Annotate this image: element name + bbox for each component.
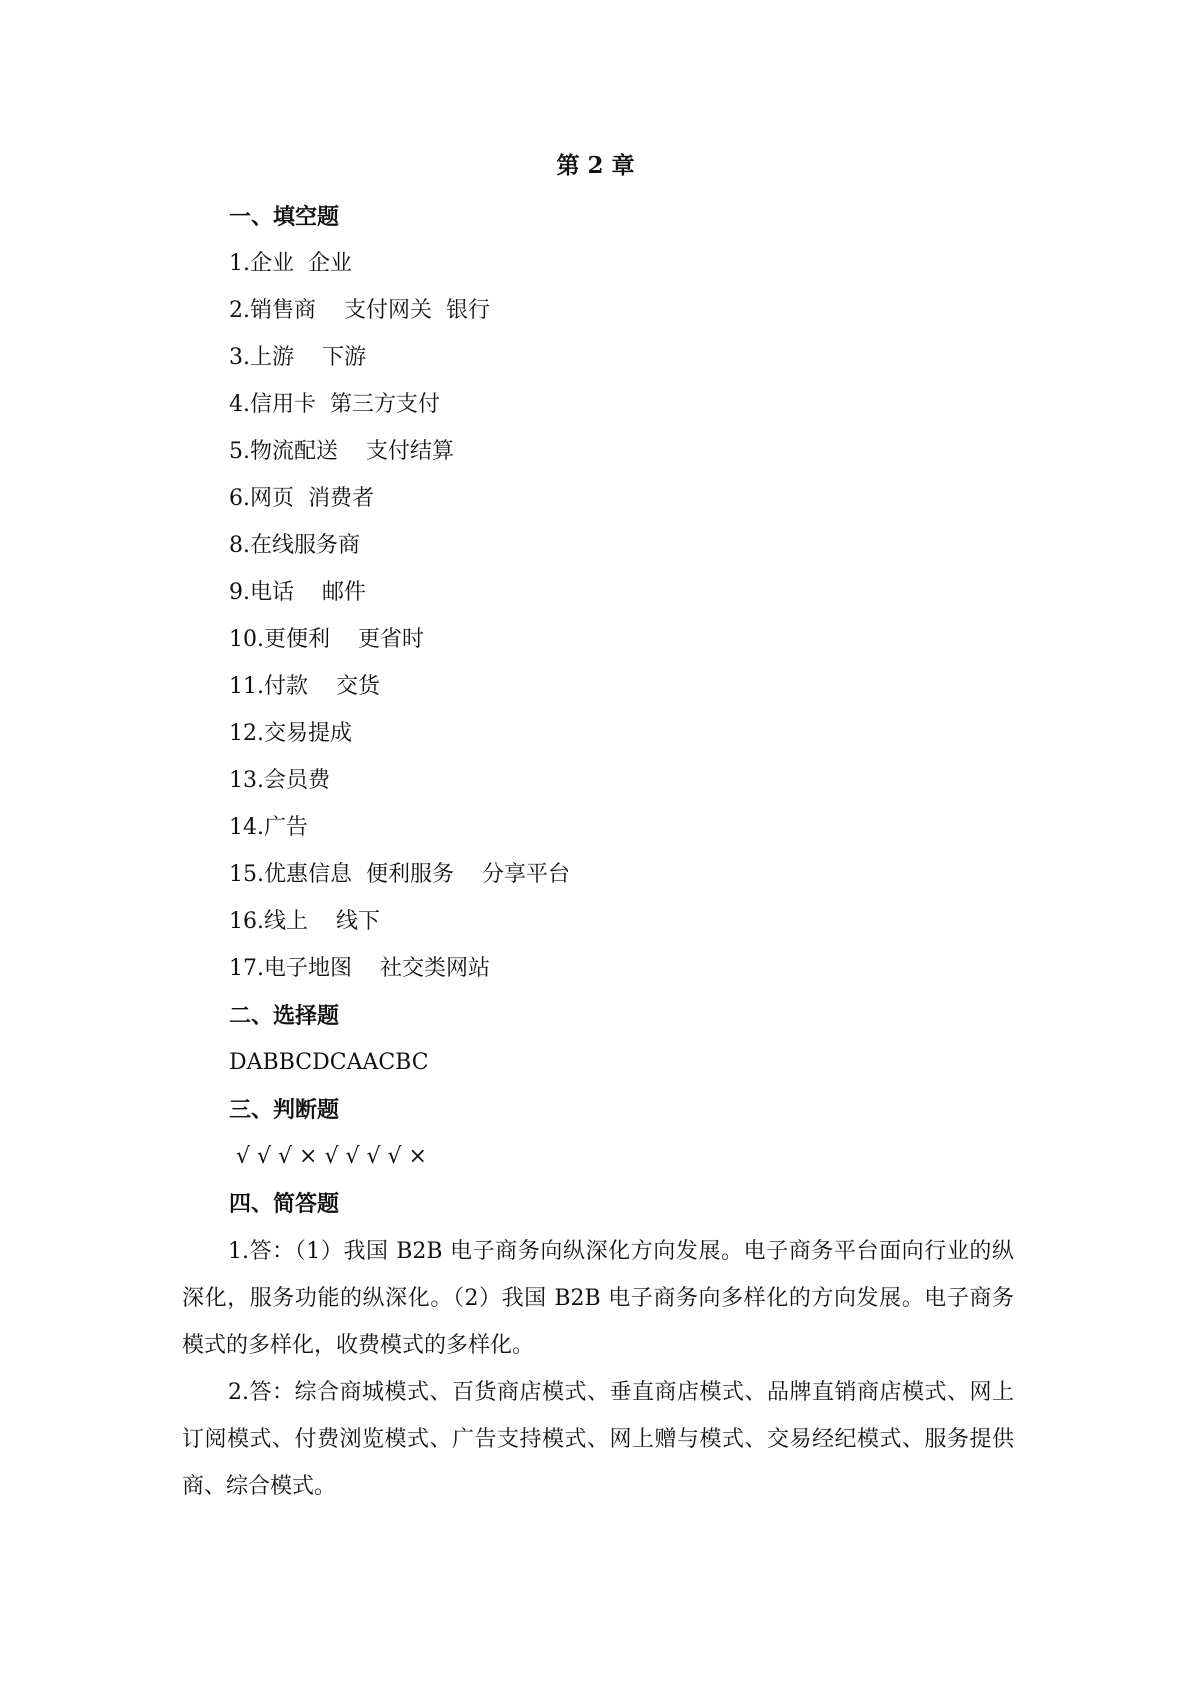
list-item: 9.电话 邮件 bbox=[229, 580, 366, 605]
section-heading-true-false: 三、判断题 bbox=[229, 1097, 340, 1123]
short-answer-paragraph: 1.答：（1）我国 B2B 电子商务向纵深化方向发展。电子商务平台面向行业的纵深化，服务功能的纵深化。（2）我国 B2B 电子商务向多样化的方向发展。电子商务模式的多样化，收费模式的多样化。 bbox=[182, 1239, 1014, 1358]
section-heading-multiple-choice: 二、选择题 bbox=[229, 1003, 340, 1029]
list-item: 12.交易提成 bbox=[229, 721, 352, 746]
list-item: 5.物流配送 支付结算 bbox=[229, 439, 454, 464]
list-item: 17.电子地图 社交类网站 bbox=[229, 956, 490, 981]
list-item: 2.销售商 支付网关 银行 bbox=[229, 298, 490, 323]
short-answer-paragraph: 2.答：综合商城模式、百货商店模式、垂直商店模式、品牌直销商店模式、网上订阅模式、付费浏览模式、广告支持模式、网上赠与模式、交易经纪模式、服务提供商、综合模式。 bbox=[182, 1380, 1014, 1499]
section-heading-short-answer: 四、简答题 bbox=[229, 1191, 340, 1217]
list-item: 14.广告 bbox=[229, 815, 308, 840]
list-item: 16.线上 线下 bbox=[229, 909, 380, 934]
list-item: 1.企业 企业 bbox=[229, 251, 352, 276]
list-item: 4.信用卡 第三方支付 bbox=[229, 392, 440, 417]
choice-answers: DABBCDCAACBC bbox=[229, 1050, 429, 1075]
list-item: 13.会员费 bbox=[229, 768, 330, 793]
list-item: 15.优惠信息 便利服务 分享平台 bbox=[229, 862, 570, 887]
list-item: 8.在线服务商 bbox=[229, 533, 360, 558]
list-item: 6.网页 消费者 bbox=[229, 486, 374, 511]
chapter-title: 第 2 章 bbox=[556, 152, 635, 179]
list-item: 10.更便利 更省时 bbox=[229, 627, 424, 652]
true-false-answers: √ √ √ × √ √ √ √ × bbox=[229, 1144, 427, 1169]
list-item: 11.付款 交货 bbox=[229, 674, 380, 699]
list-item: 3.上游 下游 bbox=[229, 345, 366, 370]
section-heading-fill-in: 一、填空题 bbox=[229, 204, 340, 230]
